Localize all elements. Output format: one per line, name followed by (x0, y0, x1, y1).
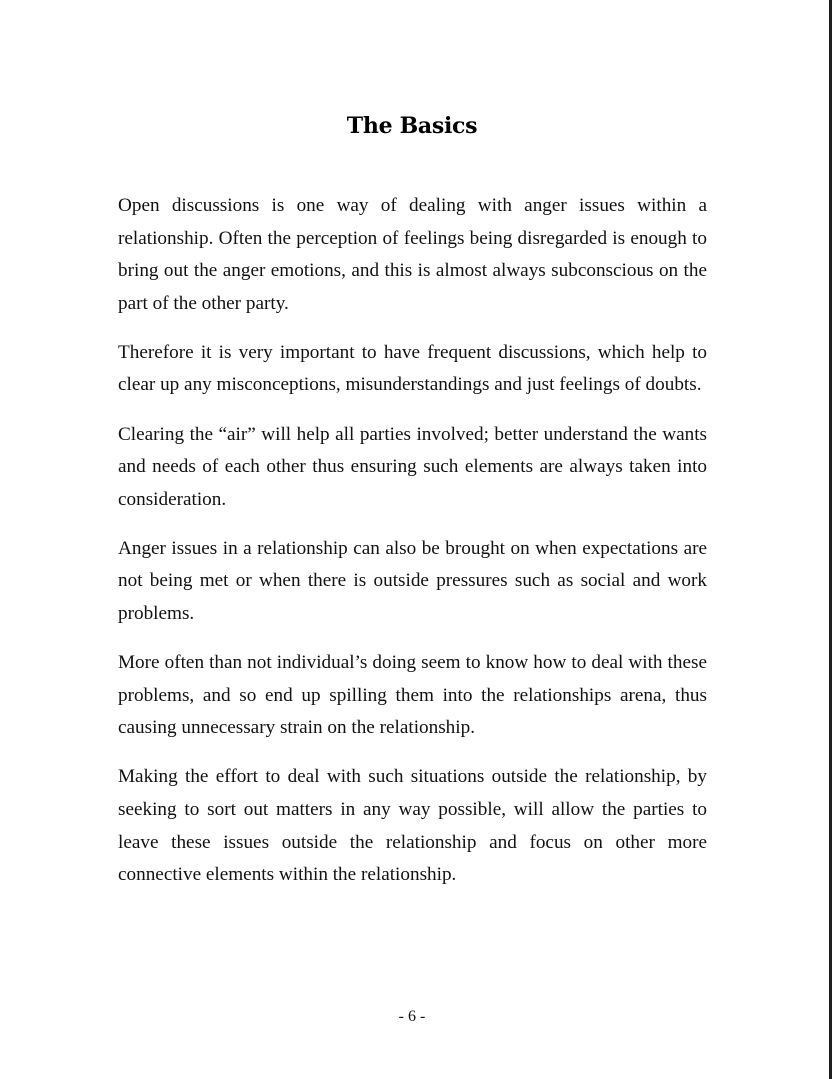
paragraph: Clearing the “air” will help all parties involved; better understand the wants and needs of each other thus ensuring such elements are always taken into consideration. (118, 423, 707, 510)
body-text (118, 190, 707, 908)
page-title: The Basics (346, 113, 478, 139)
page-number: - 6 - (398, 1008, 426, 1025)
paragraph: Open discussions is one way of dealing with anger issues within a relationship. Often the perception of feelings being disregarded is enough to bring out the anger emotions, and this is almost always subconscious on the part of the other party. (118, 195, 707, 314)
paragraph: Anger issues in a relationship can also be brought on when expectations are not being met or when there is outside pressures such as social and work problems. (118, 537, 707, 625)
paragraph: Making the effort to deal with such situations outside the relationship, by seeking to sort out matters in any way possible, will allow the parties to leave these issues outside the relationship and focus on other more connective elements within the relationship. (118, 766, 707, 886)
paragraph: More often than not individual’s doing seem to know how to deal with these problems, and so end up spilling them into the relationships arena, thus causing unnecessary strain on the relationship. (118, 652, 707, 739)
paragraph: Therefore it is very important to have frequent discussions, which help to clear up any misconceptions, misunderstandings and just feelings of doubts. (118, 341, 707, 396)
